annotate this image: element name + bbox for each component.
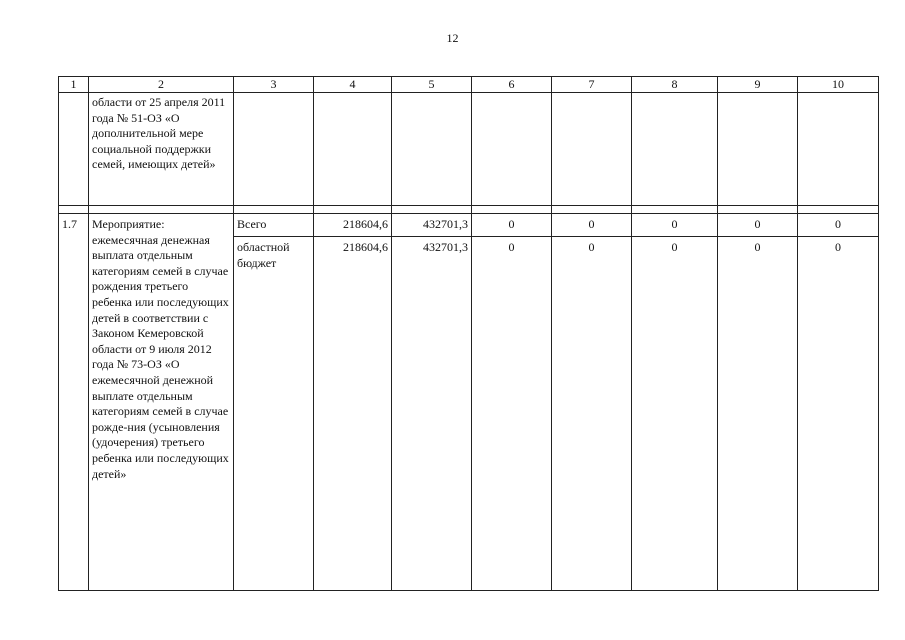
value-col-6: 0 <box>472 237 552 591</box>
cell-empty <box>472 93 552 206</box>
cell-empty <box>89 206 234 214</box>
cell-empty <box>59 93 89 206</box>
header-cell-2: 2 <box>89 77 234 93</box>
value-col-4: 218604,6 <box>314 237 392 591</box>
cell-empty <box>798 93 879 206</box>
header-cell-5: 5 <box>392 77 472 93</box>
value-col-5: 432701,3 <box>392 237 472 591</box>
cell-empty <box>718 206 798 214</box>
cell-empty <box>552 206 632 214</box>
cell-empty <box>234 93 314 206</box>
value-col-5: 432701,3 <box>392 214 472 237</box>
cell-empty <box>314 206 392 214</box>
cell-empty <box>59 206 89 214</box>
cell-empty <box>392 206 472 214</box>
row-number: 1.7 <box>59 214 89 591</box>
value-col-10: 0 <box>798 237 879 591</box>
header-cell-4: 4 <box>314 77 392 93</box>
cell-empty <box>632 93 718 206</box>
header-cell-6: 6 <box>472 77 552 93</box>
table-row-continued <box>59 93 879 206</box>
cell-empty <box>718 93 798 206</box>
value-col-9: 0 <box>718 214 798 237</box>
header-cell-3: 3 <box>234 77 314 93</box>
continued-description: области от 25 апреля 2011 года № 51-ОЗ «О дополнительной мере социальной поддержки семей, имеющих детей» <box>89 93 234 206</box>
funding-source: Всего <box>234 214 314 237</box>
cell-empty <box>798 206 879 214</box>
table-row-spacer <box>59 206 879 214</box>
cell-empty <box>314 93 392 206</box>
funding-source: областной бюджет <box>234 237 314 591</box>
cell-empty <box>552 93 632 206</box>
cell-empty <box>632 206 718 214</box>
value-col-8: 0 <box>632 237 718 591</box>
page-number: 12 <box>446 31 459 45</box>
value-col-7: 0 <box>552 214 632 237</box>
program-table <box>58 76 879 591</box>
value-col-4: 218604,6 <box>314 214 392 237</box>
cell-empty <box>234 206 314 214</box>
value-col-10: 0 <box>798 214 879 237</box>
row-description: Мероприятие: ежемесячная денежная выплата отдельным категориям семей в случае рождения третьего ребенка или последующих детей в соответствии с Законом Кемеровской области от 9 июля 2012 года № 73-ОЗ «О ежемесячной денежной выплате отдельным категориям семей в случае рожде-ния (усыновления (удочерения) третьего ребенка или последующих детей» <box>89 214 234 591</box>
value-col-7: 0 <box>552 237 632 591</box>
cell-empty <box>392 93 472 206</box>
value-col-6: 0 <box>472 214 552 237</box>
header-cell-1: 1 <box>59 77 89 93</box>
cell-empty <box>472 206 552 214</box>
value-col-8: 0 <box>632 214 718 237</box>
header-row <box>59 77 879 93</box>
header-cell-9: 9 <box>718 77 798 93</box>
header-cell-8: 8 <box>632 77 718 93</box>
value-col-9: 0 <box>718 237 798 591</box>
header-cell-10: 10 <box>798 77 879 93</box>
table-row-1-7-total <box>59 214 879 237</box>
header-cell-7: 7 <box>552 77 632 93</box>
